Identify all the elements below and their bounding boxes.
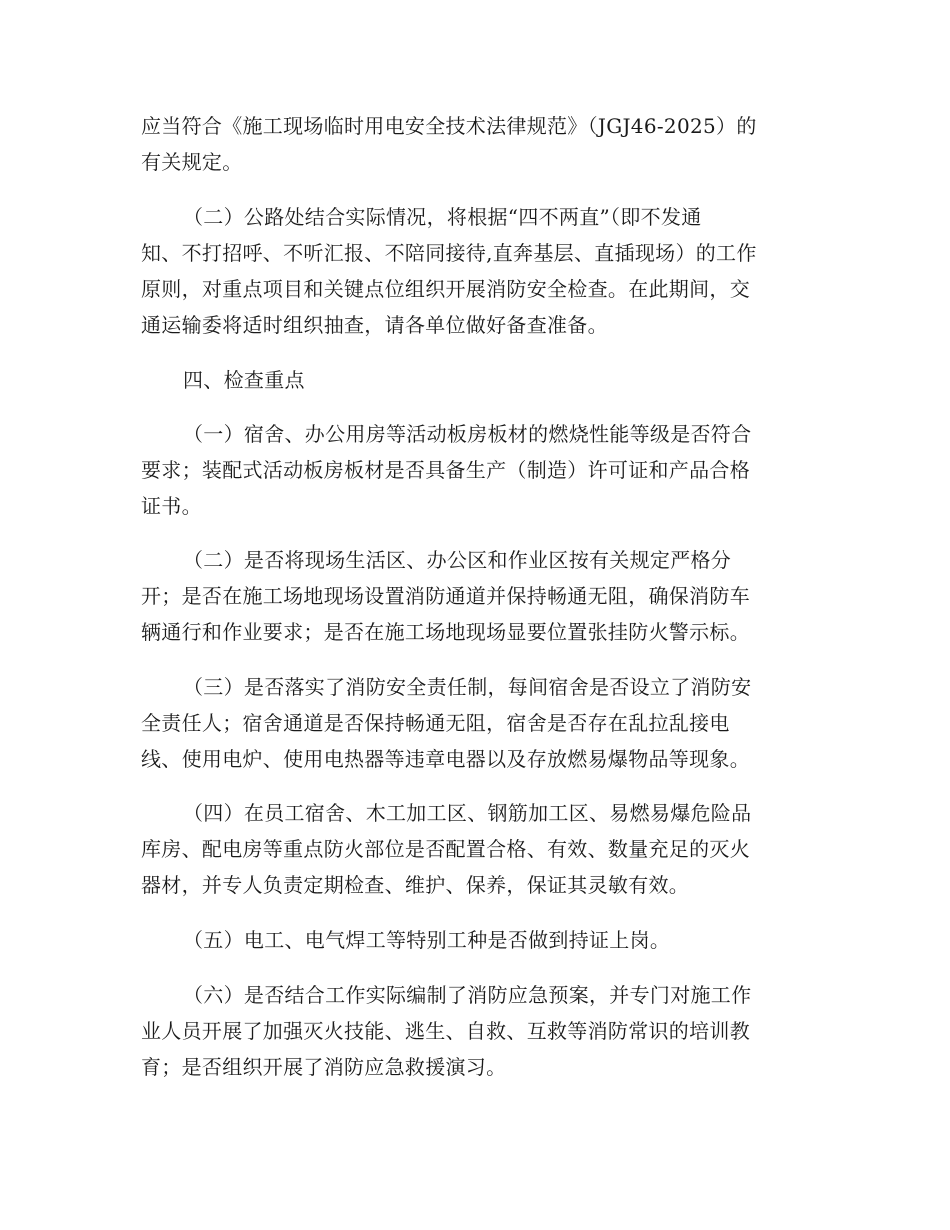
text-line: 原则，对重点项目和关键点位组织开展消防安全检查。在此期间，交	[141, 277, 750, 301]
text-line: 开；是否在施工场地现场设置消防通道并保持畅通无阻，确保消防车	[141, 584, 750, 608]
text-line: 线、使用电炉、使用电热器等违章电器以及存放燃易爆物品等现象。	[141, 747, 750, 771]
section-heading: 四、检查重点	[183, 368, 305, 392]
paragraph-first-line: （四）在员工宿舍、木工加工区、钢筋加工区、易燃易爆危险品	[183, 801, 752, 825]
paragraph-first-line: （一）宿舍、办公用房等活动板房板材的燃烧性能等级是否符合	[183, 422, 752, 446]
text-line: 器材，并专人负责定期检查、维护、保养，保证其灵敏有效。	[141, 873, 690, 897]
text-line: 要求；装配式活动板房板材是否具备生产（制造）许可证和产品合格	[141, 458, 750, 482]
text-line: 证书。	[141, 494, 202, 518]
text-line: 库房、配电房等重点防火部位是否配置合格、有效、数量充足的灭火	[141, 837, 750, 861]
text-line: 业人员开展了加强灭火技能、逃生、自救、互救等消防常识的培训教	[141, 1019, 750, 1043]
text-line: 通运输委将适时组织抽查，请各单位做好备查准备。	[141, 313, 608, 337]
paragraph-first-line: （三）是否落实了消防安全责任制，每间宿舍是否设立了消防安	[183, 675, 752, 699]
text-line: 应当符合《施工现场临时用电安全技术法律规范》（JGJ46-2025）的	[141, 114, 757, 138]
paragraph-first-line: （二）公路处结合实际情况，将根据“四不两直”（即不发通	[183, 205, 702, 229]
paragraph-first-line: （五）电工、电气焊工等特别工种是否做到持证上岗。	[183, 928, 671, 952]
text-line: 辆通行和作业要求；是否在施工场地现场显要位置张挂防火警示标。	[141, 620, 750, 644]
text-line: 有关规定。	[141, 150, 243, 174]
text-line: 知、不打招呼、不听汇报、不陪同接待,直奔基层、直插现场）的工作	[141, 241, 757, 265]
paragraph-first-line: （二）是否将现场生活区、办公区和作业区按有关规定严格分	[183, 548, 732, 572]
paragraph-first-line: （六）是否结合工作实际编制了消防应急预案，并专门对施工作	[183, 983, 752, 1007]
text-line: 全责任人；宿舍通道是否保持畅通无阻，宿舍是否存在乱拉乱接电	[141, 711, 730, 735]
text-line: 育；是否组织开展了消防应急救援演习。	[141, 1055, 507, 1079]
